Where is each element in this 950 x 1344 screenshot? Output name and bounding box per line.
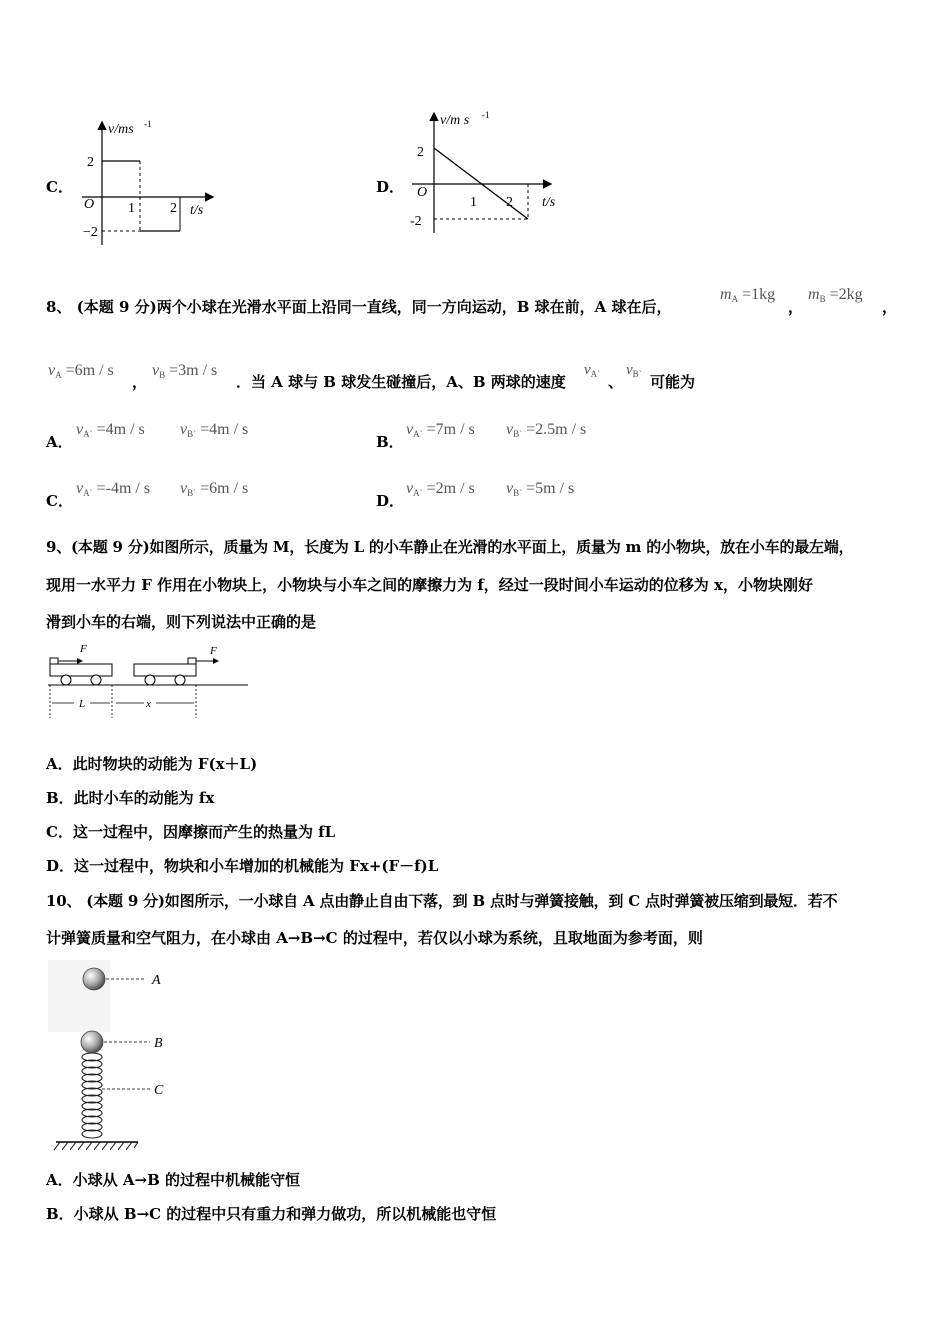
y-axis-label: v/ms xyxy=(108,122,134,137)
q8-option-d-vb: $v_{B`} =5m / s$ xyxy=(506,480,575,498)
dim-x-label: x xyxy=(146,698,151,710)
spring xyxy=(82,1053,102,1138)
wheel xyxy=(61,675,71,685)
y-axis-label-sup: -1 xyxy=(482,110,490,120)
q8-option-d-va: $v_{A`} =2m / s$ xyxy=(406,480,475,498)
tick-2: 2 xyxy=(87,155,94,170)
wheel xyxy=(175,675,185,685)
origin: O xyxy=(417,185,428,200)
q10-spring-figure xyxy=(46,958,186,1158)
q10-option-a: A．小球从 A→B 的过程中机械能守恒 xyxy=(46,1171,300,1189)
q9-stem-line1: 9、(本题 9 分)如图所示，质量为 M，长度为 L 的小车静止在光滑的水平面上，质量为 m 的小物块，放在小车的最左端， xyxy=(46,538,854,556)
q8-velocity-a: $v_A =6m / s$ xyxy=(48,362,114,380)
q8-end-comma: ， xyxy=(882,298,898,316)
tick-neg2: −2 xyxy=(83,225,98,240)
q8-option-b-va: $v_{A`} =7m / s$ xyxy=(406,421,475,439)
tick-x2: 2 xyxy=(506,195,513,210)
ball-at-a xyxy=(83,968,105,990)
tick-neg2: -2 xyxy=(410,214,422,229)
q8-mass-b: $m_B =2kg$ xyxy=(808,286,863,304)
q7-option-d-letter: D． xyxy=(376,178,405,196)
origin: O xyxy=(84,197,95,212)
label-c: C xyxy=(154,1083,164,1098)
block-final xyxy=(188,658,196,664)
q9-stem-line2: 现用一水平力 F 作用在小物块上，小物块与小车之间的摩擦力为 f，经过一段时间小车运动的位移为 x，小物块刚好 xyxy=(46,576,813,594)
q9-cart-figure xyxy=(44,640,254,722)
tick-1: 1 xyxy=(470,195,477,210)
q10-stem-line2: 计弹簧质量和空气阻力，在小球由 A→B→C 的过程中，若仅以小球为系统，且取地面为参考面，则 xyxy=(46,929,703,947)
q8-mass-a: $m_A =1kg$ xyxy=(720,286,776,304)
q8-vb-prime: $v_{B`}$ xyxy=(626,362,642,379)
cart-final xyxy=(134,664,196,676)
wheel xyxy=(145,675,155,685)
dim-L-label: L xyxy=(79,698,86,710)
force-label-2: F xyxy=(210,645,217,657)
q9-option-b: B．此时小车的动能为 fx xyxy=(46,789,215,807)
wheel xyxy=(91,675,101,685)
q9-option-d: D．这一过程中，物块和小车增加的机械能为 Fx+(F－f)L xyxy=(46,857,439,875)
q8-stem-line1: 8、 (本题 9 分)两个小球在光滑水平面上沿同一直线，同一方向运动，B 球在前，A 球在后， xyxy=(46,298,672,316)
q8-option-c-letter: C． xyxy=(46,492,73,510)
q8-option-a-letter: A． xyxy=(46,433,73,451)
q8-option-c-va: $v_{A`} =-4m / s$ xyxy=(76,480,151,498)
x-axis-label: t/s xyxy=(542,195,556,210)
tick-1: 1 xyxy=(128,201,135,216)
q8-option-d-letter: D． xyxy=(376,492,405,510)
q10-stem-line1: 10、 (本题 9 分)如图所示，一小球自 A 点由静止自由下落，到 B 点时与弹簧接触，到 C 点时弹簧被压缩到最短．若不 xyxy=(46,892,838,910)
q9-option-c: C．这一过程中，因摩擦而产生的热量为 fL xyxy=(46,823,336,841)
ball-at-b xyxy=(81,1031,103,1053)
q8-stem-line2: ．当 A 球与 B 球发生碰撞后，A、B 两球的速度 xyxy=(236,373,566,391)
block-initial xyxy=(50,658,58,664)
tick-2: 2 xyxy=(417,145,424,160)
tick-x2: 2 xyxy=(170,201,177,216)
force-label-1: F xyxy=(80,643,87,655)
q8-velocity-b: $v_B =3m / s$ xyxy=(152,362,218,380)
q8-option-c-vb: $v_{B`} =6m / s$ xyxy=(180,480,249,498)
ground-hatch xyxy=(54,1142,138,1150)
q7-option-c-letter: C． xyxy=(46,178,73,196)
q7-option-d-graph xyxy=(402,108,572,238)
q8-option-b-letter: B． xyxy=(376,433,404,451)
y-axis-label-sup: -1 xyxy=(144,119,152,129)
x-axis-label: t/s xyxy=(190,203,204,218)
q8-va-prime: $v_{A`}$ xyxy=(584,362,601,379)
q8-option-a-vb: $v_{B`} =4m / s$ xyxy=(180,421,249,439)
q10-option-b: B．小球从 B→C 的过程中只有重力和弹力做功，所以机械能也守恒 xyxy=(46,1205,497,1223)
cart-initial xyxy=(50,664,112,676)
q8-option-b-vb: $v_{B`} =2.5m / s$ xyxy=(506,421,587,439)
q7-option-c-graph xyxy=(72,115,232,250)
q8-sep2: ， xyxy=(132,373,148,391)
q9-option-a: A．此时物块的动能为 F(x＋L) xyxy=(46,755,258,773)
q8-option-a-va: $v_{A`} =4m / s$ xyxy=(76,421,145,439)
q8-sep: ， xyxy=(788,298,804,316)
q8-dun: 、 xyxy=(608,373,624,391)
q9-stem-line3: 滑到小车的右端，则下列说法中正确的是 xyxy=(46,613,317,631)
label-b: B xyxy=(154,1036,163,1051)
q8-stem-line2-end: 可能为 xyxy=(650,373,696,391)
y-axis-label: v/m s xyxy=(440,113,470,128)
label-a: A xyxy=(152,973,161,988)
